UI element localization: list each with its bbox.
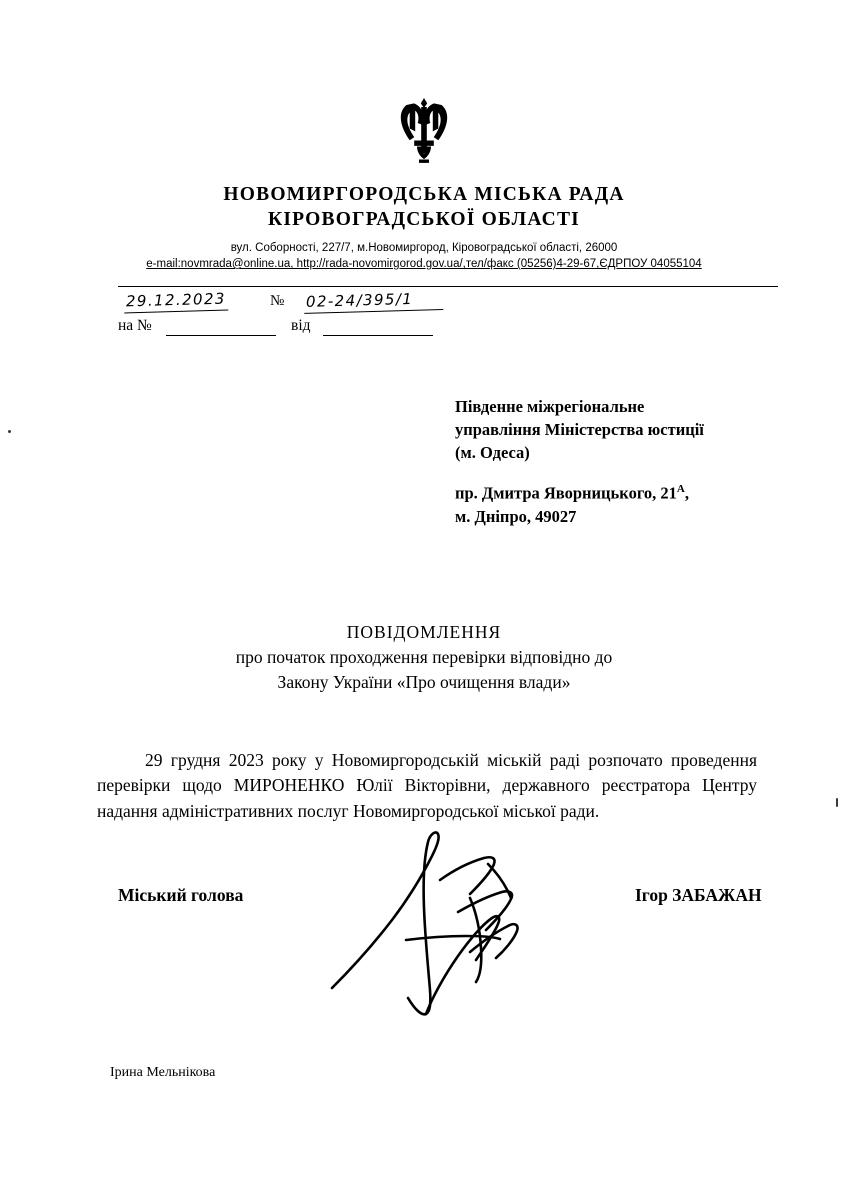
addressee-spacer	[455, 464, 805, 478]
emblem-container	[0, 96, 848, 175]
header-divider	[118, 286, 778, 287]
addressee-line5: м. Дніпро, 49027	[455, 506, 577, 526]
organization-contacts	[0, 240, 848, 272]
organization-title-line2: КІРОВОГРАДСЬКОЇ ОБЛАСТІ	[268, 209, 580, 230]
document-title-main: ПОВІДОМЛЕННЯ	[346, 622, 502, 642]
addressee-street: пр. Дмитра Яворницького, 21	[455, 483, 677, 503]
reference-row	[118, 291, 778, 315]
ukraine-trident-icon	[397, 96, 451, 170]
reply-number-blank	[166, 321, 276, 336]
document-title-sub2: Закону України «Про очищення влади»	[277, 672, 571, 692]
signatory-name: Ігор ЗАБАЖАН	[635, 885, 762, 905]
handwritten-signature	[320, 820, 550, 1035]
reply-number-label: на №	[118, 317, 152, 334]
addressee-line4	[455, 478, 805, 505]
addressee-line1: Південне міжрегіональне	[455, 397, 645, 416]
addressee-line3: (м. Одеса)	[455, 443, 530, 462]
addressee-street-post: ,	[684, 483, 689, 503]
reply-date-label: від	[291, 317, 311, 334]
reply-date-blank	[323, 321, 433, 336]
organization-title	[0, 182, 848, 232]
reference-date-handwritten: 29.12.2023	[124, 290, 228, 314]
reference-number-handwritten: 02-24/395/1	[304, 289, 444, 314]
addressee-line2: управління Міністерства юстиції	[455, 420, 704, 439]
document-executor: Ірина Мельнікова	[110, 1065, 216, 1080]
scan-artifact	[8, 430, 11, 433]
reply-reference-row	[118, 317, 778, 339]
document-title-sub1: про початок проходження перевірки відповідно до	[235, 647, 613, 667]
scan-artifact	[836, 798, 838, 807]
addressee-street-sup: А	[676, 483, 685, 495]
organization-title-line1: НОВОМИРГОРОДСЬКА МІСЬКА РАДА	[223, 184, 625, 205]
organization-contact-details: e-mail:novmrada@online.ua, http://rada-novomirgorod.gov.ua/,тел/факс (05256)4-29-67,ЄДРПОУ 04055104	[146, 258, 702, 270]
document-body: 29 грудня 2023 року у Новомиргородській міській раді розпочато проведення перевірки щодо МИРОНЕНКО Юлії Вікторівни, державного реєстратора Центру надання адміністративних послуг Новомиргородської міської ради.	[97, 749, 757, 821]
reference-number-label: №	[270, 293, 285, 309]
addressee-block	[455, 395, 805, 528]
document-title	[0, 620, 848, 695]
signatory-position: Міський голова	[118, 885, 244, 905]
organization-address: вул. Соборності, 227/7, м.Новомиргород, Кіровоградської області, 26000	[230, 242, 618, 254]
